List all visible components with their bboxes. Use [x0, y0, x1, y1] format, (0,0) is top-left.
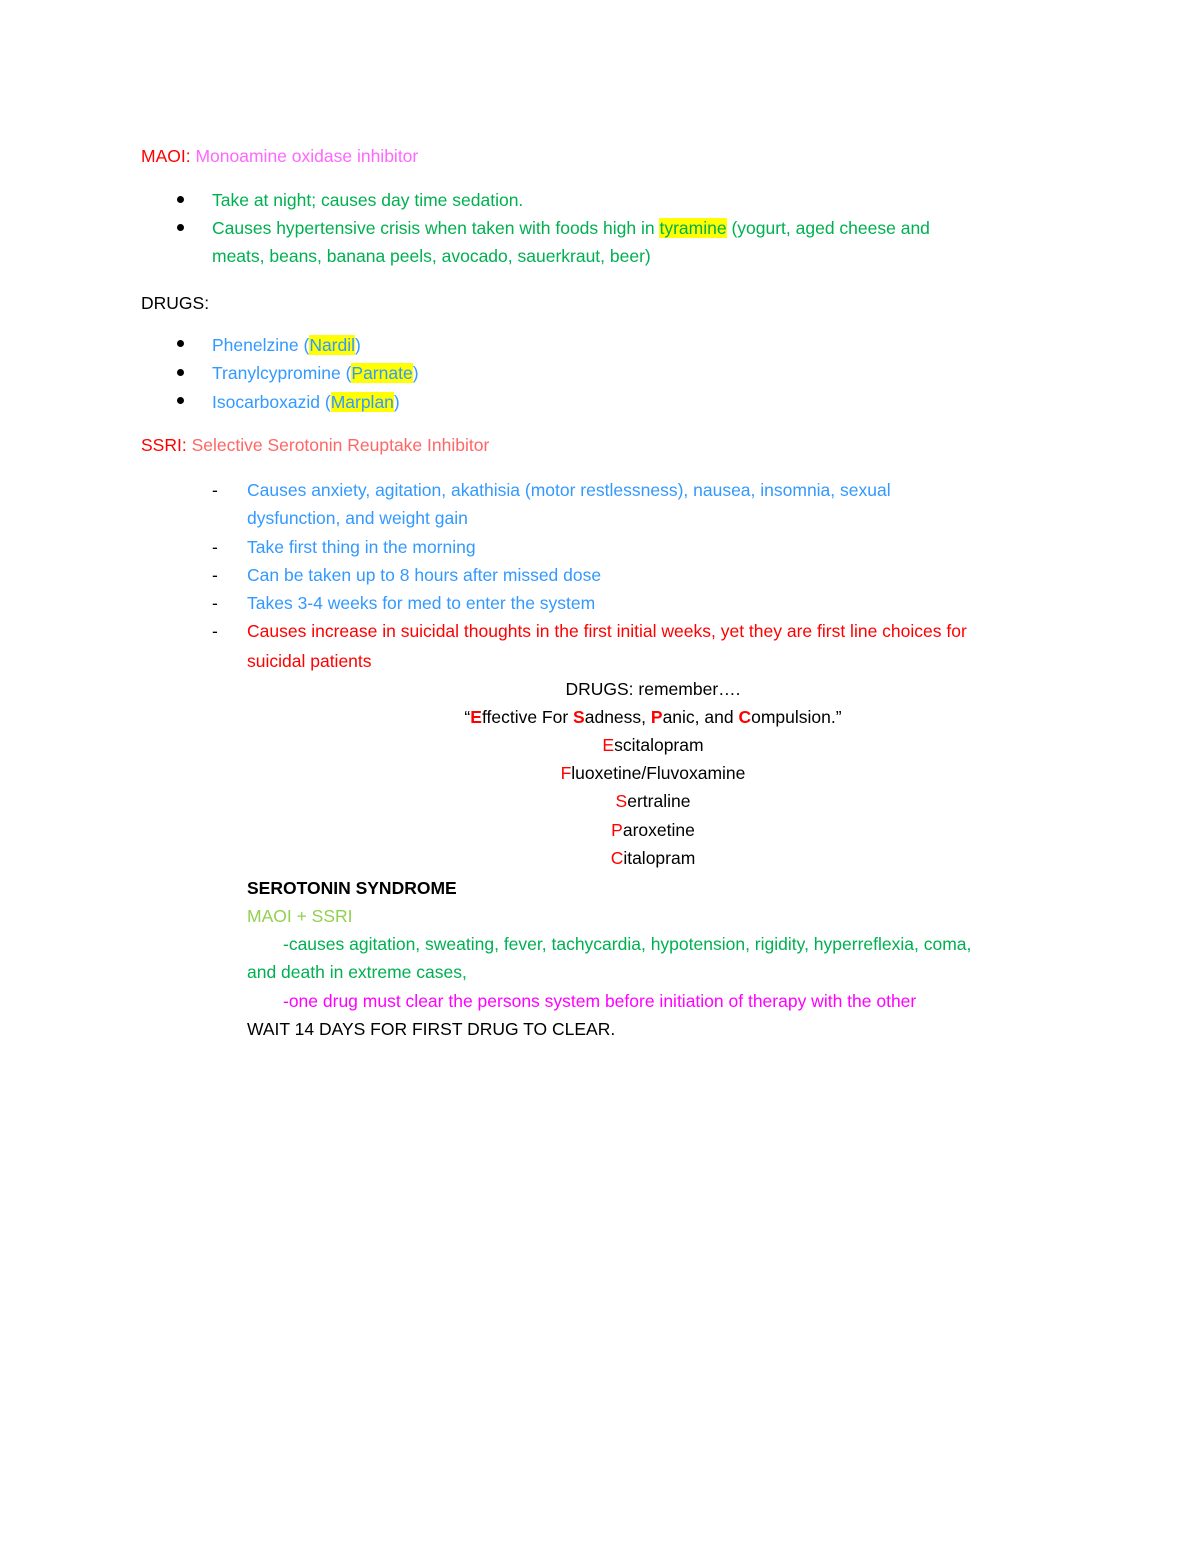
- serotonin-clearance-note: -one drug must clear the persons system before initiation of therapy with the other: [283, 991, 917, 1011]
- bullet-icon: [177, 340, 184, 347]
- maoi-label: MAOI:: [141, 146, 191, 166]
- bullet-icon: [177, 397, 184, 404]
- serotonin-combo: MAOI + SSRI: [247, 906, 353, 926]
- mnemonic-word: adness,: [584, 707, 651, 727]
- ssri-heading: [141, 434, 489, 456]
- ssri-drug-initial: C: [610, 848, 624, 868]
- drug-generic: Isocarboxazid: [212, 392, 320, 412]
- ssri-item-3: Can be taken up to 8 hours after missed dose: [247, 565, 602, 585]
- maoi-title: Monoamine oxidase inhibitor: [195, 146, 419, 166]
- maoi-bullet-1: Take at night; causes day time sedation.: [212, 190, 524, 210]
- ssri-item-4: Takes 3-4 weeks for med to enter the system: [247, 593, 596, 613]
- drug-generic: Tranylcypromine: [212, 363, 341, 383]
- mnemonic-letter: P: [650, 707, 663, 727]
- maoi-bullet-2-post: (yogurt, aged cheese and: [726, 218, 930, 238]
- bullet-icon: [177, 369, 184, 376]
- ssri-item-5-line2: suicidal patients: [247, 651, 372, 671]
- mnemonic-letter: E: [470, 707, 482, 727]
- ssri-drug-initial: S: [615, 791, 628, 811]
- mnemonic-letter: S: [573, 707, 585, 727]
- mnemonic-phrase: [0, 706, 1200, 728]
- ssri-drug-rest: scitalopram: [614, 735, 704, 755]
- maoi-drugs-heading: DRUGS:: [141, 293, 210, 313]
- mnemonic-word: ompulsion.”: [751, 707, 842, 727]
- dash-marker: -: [212, 565, 218, 585]
- mnemonic-heading: DRUGS: remember….: [565, 679, 741, 699]
- drug-brand-highlight: Marplan: [330, 392, 394, 412]
- tyramine-highlight: tyramine: [659, 218, 727, 238]
- ssri-drug-rest: ertraline: [627, 791, 691, 811]
- dash-marker: -: [212, 537, 218, 557]
- maoi-heading: [141, 145, 418, 167]
- ssri-drug-1: [0, 734, 1200, 756]
- dash-marker: -: [212, 593, 218, 613]
- mnemonic-letter: C: [738, 707, 752, 727]
- ssri-title: Selective Serotonin Reuptake Inhibitor: [191, 435, 490, 455]
- bullet-icon: [177, 224, 184, 231]
- maoi-drug-3: Isocarboxazid (Marplan): [212, 392, 400, 412]
- dash-marker: -: [212, 480, 218, 500]
- quote-mark: “: [464, 707, 471, 727]
- serotonin-syndrome-heading: SEROTONIN SYNDROME: [247, 878, 457, 898]
- ssri-drug-2: [0, 762, 1200, 784]
- ssri-drug-4: [0, 819, 1200, 841]
- mnemonic-word: ffective For: [481, 707, 574, 727]
- maoi-bullet-2: [212, 217, 930, 239]
- maoi-drug-2: Tranylcypromine (Parnate): [212, 363, 419, 383]
- ssri-item-1: Causes anxiety, agitation, akathisia (motor restlessness), nausea, insomnia, sexual: [247, 480, 891, 500]
- ssri-item-2: Take first thing in the morning: [247, 537, 476, 557]
- ssri-drug-initial: F: [560, 763, 572, 783]
- serotonin-wait-note: WAIT 14 DAYS FOR FIRST DRUG TO CLEAR.: [247, 1019, 616, 1039]
- ssri-drug-rest: italopram: [623, 848, 696, 868]
- bullet-icon: [177, 196, 184, 203]
- ssri-label: SSRI:: [141, 435, 187, 455]
- ssri-item-1-line2: dysfunction, and weight gain: [247, 508, 468, 528]
- ssri-drug-rest: luoxetine/Fluvoxamine: [571, 763, 746, 783]
- serotonin-symptoms: -causes agitation, sweating, fever, tachycardia, hypotension, rigidity, hyperreflexia, coma,: [283, 934, 972, 954]
- drug-brand-highlight: Nardil: [309, 335, 356, 355]
- ssri-drug-initial: E: [602, 735, 615, 755]
- drug-generic: Phenelzine: [212, 335, 299, 355]
- drug-brand-highlight: Parnate: [351, 363, 413, 383]
- maoi-bullet-2-pre: Causes hypertensive crisis when taken with foods high in: [212, 218, 660, 238]
- dash-marker: -: [212, 621, 218, 641]
- ssri-drug-5: [0, 847, 1200, 869]
- ssri-drug-3: [0, 790, 1200, 812]
- serotonin-symptoms-line2: and death in extreme cases,: [247, 962, 467, 982]
- ssri-item-5: Causes increase in suicidal thoughts in the first initial weeks, yet they are first line choices for: [247, 621, 967, 641]
- maoi-drug-1: Phenelzine (Nardil): [212, 335, 361, 355]
- ssri-drug-rest: aroxetine: [622, 820, 695, 840]
- maoi-bullet-2-line2: meats, beans, banana peels, avocado, sauerkraut, beer): [212, 246, 651, 266]
- mnemonic-word: anic, and: [662, 707, 739, 727]
- ssri-drug-initial: P: [611, 820, 623, 840]
